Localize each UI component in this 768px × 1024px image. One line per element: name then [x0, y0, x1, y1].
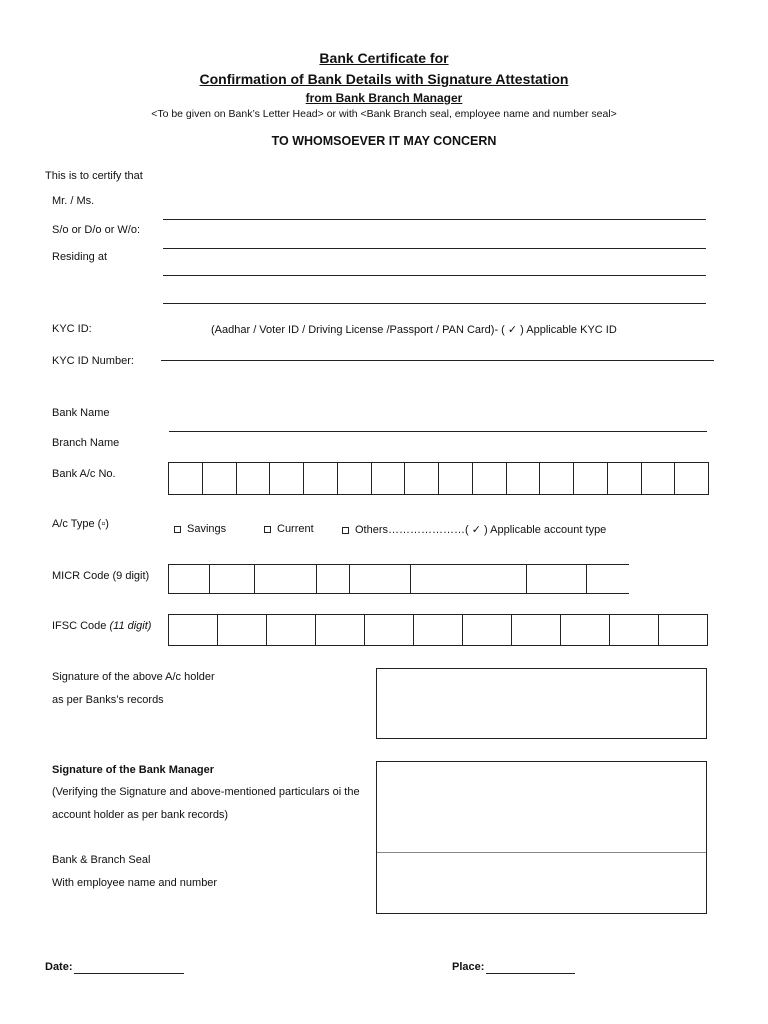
micr-label: MICR Code (9 digit) [52, 570, 150, 582]
ifsc-cell[interactable] [267, 615, 316, 645]
account-number-cell[interactable] [338, 463, 372, 494]
name-label: Mr. / Ms. [52, 195, 95, 207]
ifsc-suffix: (11 digit) [109, 620, 152, 632]
kyc-number-field[interactable] [161, 360, 714, 361]
manager-signature-note-1: (Verifying the Signature and above-mentioned particulars oi the [52, 786, 360, 798]
seal-box[interactable] [376, 852, 707, 914]
account-number-label: Bank A/c No. [52, 468, 116, 480]
account-type-label: A/c Type (▫) [52, 518, 109, 530]
kyc-number-label: KYC ID Number: [52, 355, 134, 367]
residing-label: Residing at [52, 251, 108, 263]
account-number-cell[interactable] [439, 463, 473, 494]
account-type-savings[interactable] [174, 523, 226, 535]
ifsc-cell[interactable] [561, 615, 610, 645]
account-number-cell[interactable] [540, 463, 574, 494]
micr-cell[interactable] [587, 565, 629, 593]
account-number-cell[interactable] [304, 463, 338, 494]
account-number-cell[interactable] [405, 463, 439, 494]
ifsc-cell[interactable] [316, 615, 365, 645]
manager-signature-box[interactable] [376, 761, 707, 853]
account-number-grid[interactable] [168, 462, 709, 495]
name-field[interactable] [163, 219, 706, 220]
holder-signature-note: as per Banks’s records [52, 694, 164, 706]
account-number-cell[interactable] [270, 463, 304, 494]
bank-name-label: Bank Name [52, 407, 110, 419]
seal-label: Bank & Branch Seal [52, 854, 151, 866]
others-label: Others…………………( ✓ ) Applicable account type [355, 524, 607, 536]
relation-label: S/o or D/o or W/o: [52, 224, 141, 236]
account-number-cell[interactable] [675, 463, 708, 494]
place-field[interactable] [486, 973, 575, 974]
account-number-cell[interactable] [169, 463, 203, 494]
micr-cell[interactable] [210, 565, 255, 593]
holder-signature-box[interactable] [376, 668, 707, 739]
holder-signature-label: Signature of the above A/c holder [52, 671, 215, 683]
ifsc-cell[interactable] [365, 615, 414, 645]
from-line: from Bank Branch Manager [305, 91, 463, 105]
ifsc-cell[interactable] [414, 615, 463, 645]
micr-cell[interactable] [527, 565, 587, 593]
micr-cell[interactable] [169, 565, 210, 593]
address-field-line-2[interactable] [163, 303, 706, 304]
letterhead-instruction: <To be given on Bank’s Letter Head> or with <Bank Branch seal, employee name and number seal> [151, 108, 617, 120]
ifsc-cell[interactable] [218, 615, 267, 645]
ifsc-label [52, 620, 151, 632]
date-label: Date: [45, 961, 73, 973]
kyc-label: KYC ID: [52, 323, 92, 335]
ifsc-cell[interactable] [463, 615, 512, 645]
account-number-cell[interactable] [574, 463, 608, 494]
account-type-current[interactable] [264, 523, 314, 535]
ifsc-cell[interactable] [610, 615, 659, 645]
ifsc-cell[interactable] [169, 615, 218, 645]
account-number-cell[interactable] [507, 463, 541, 494]
account-number-cell[interactable] [237, 463, 271, 494]
micr-grid[interactable] [168, 564, 629, 594]
address-field-line-1[interactable] [163, 275, 706, 276]
document-subtitle: Confirmation of Bank Details with Signature Attestation [199, 71, 569, 87]
account-number-cell[interactable] [203, 463, 237, 494]
checkbox-icon [342, 527, 349, 534]
place-label: Place: [452, 961, 485, 973]
account-type-others[interactable] [342, 523, 606, 536]
bank-name-field[interactable] [169, 431, 707, 432]
ifsc-grid[interactable] [168, 614, 708, 646]
micr-cell[interactable] [411, 565, 527, 593]
account-number-cell[interactable] [473, 463, 507, 494]
document-title: Bank Certificate for [319, 50, 449, 66]
account-number-cell[interactable] [608, 463, 642, 494]
micr-cell[interactable] [350, 565, 412, 593]
account-number-cell[interactable] [642, 463, 676, 494]
certify-text: This is to certify that [45, 170, 143, 182]
kyc-options: (Aadhar / Voter ID / Driving License /Passport / PAN Card)- ( ✓ ) Applicable KYC ID [211, 324, 617, 336]
relation-field[interactable] [163, 248, 706, 249]
concern-heading: TO WHOMSOEVER IT MAY CONCERN [271, 134, 497, 148]
ifsc-label-text: IFSC Code [52, 620, 107, 632]
account-number-cell[interactable] [372, 463, 406, 494]
micr-cell[interactable] [317, 565, 350, 593]
seal-note: With employee name and number [52, 877, 218, 889]
ifsc-cell[interactable] [659, 615, 707, 645]
savings-label: Savings [187, 523, 227, 535]
ifsc-cell[interactable] [512, 615, 561, 645]
branch-name-label: Branch Name [52, 437, 120, 449]
micr-cell[interactable] [255, 565, 317, 593]
checkbox-icon [174, 526, 181, 533]
date-field[interactable] [74, 973, 184, 974]
manager-signature-note-2: account holder as per bank records) [52, 809, 229, 821]
current-label: Current [277, 523, 314, 535]
manager-signature-label: Signature of the Bank Manager [52, 764, 214, 776]
checkbox-icon [264, 526, 271, 533]
